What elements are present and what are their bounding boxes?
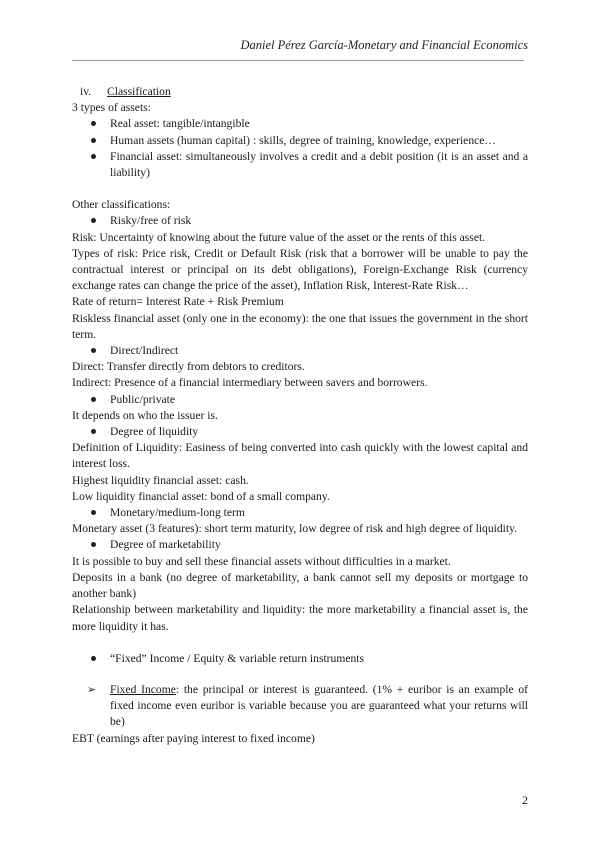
paragraph: Indirect: Presence of a financial intermediary between savers and borrowers. xyxy=(72,376,428,390)
list-item: Financial asset: simultaneously involves a credit and a debit position (it is an asset and a liability) xyxy=(72,149,528,181)
bullet-icon xyxy=(91,397,96,402)
bullet-icon xyxy=(91,656,96,661)
bullet-icon xyxy=(91,348,96,353)
header-divider xyxy=(72,60,524,61)
document-body xyxy=(72,84,528,747)
list-item: Risky/free of risk xyxy=(72,213,528,229)
paragraph: Types of risk: Price risk, Credit or Default Risk (risk that a borrower will be unable to pay the contractual interest or principal on its debt obligations), Foreign-Exchange Risk (currency exchange rates can change the price of the asset), Inflation Risk, Interest-Rate Risk… xyxy=(72,246,528,293)
arrow-bullet-icon: ➢ xyxy=(87,682,97,696)
section-title: Classification xyxy=(107,85,171,98)
bullet-icon xyxy=(91,138,96,143)
bullet-icon xyxy=(91,218,96,223)
list-item: Public/private xyxy=(72,392,528,408)
arrow-list-item: ➢ Fixed Income: the principal or interest is guaranteed. (1% + euribor is an example of fixed income even euribor is variable because you are guaranteed what your returns will be) xyxy=(87,682,528,729)
bullet-icon xyxy=(91,121,96,126)
paragraph: It depends on who the issuer is. xyxy=(72,408,218,422)
list-item: Human assets (human capital) : skills, degree of training, knowledge, experience… xyxy=(72,133,528,149)
paragraph: EBT (earnings after paying interest to fixed income) xyxy=(72,731,315,745)
page-number: 2 xyxy=(522,793,528,807)
paragraph: It is possible to buy and sell these financial assets without difficulties in a market. xyxy=(72,554,451,568)
paragraph: Direct: Transfer directly from debtors to creditors. xyxy=(72,360,305,374)
paragraph: Low liquidity financial asset: bond of a small company. xyxy=(72,489,330,503)
list-item: Degree of marketability xyxy=(72,537,528,553)
paragraph: Relationship between marketability and liquidity: the more marketability a financial asset is, the more liquidity it has. xyxy=(72,603,528,633)
asset-types-list xyxy=(72,116,528,181)
paragraph: Risk: Uncertainty of knowing about the future value of the asset or the rents of this asset. xyxy=(72,230,486,244)
paragraph: 3 types of assets: xyxy=(72,101,151,115)
list-item: Real asset: tangible/intangible xyxy=(72,116,528,132)
paragraph: Highest liquidity financial asset: cash. xyxy=(72,473,249,487)
bullet-icon xyxy=(91,429,96,434)
bullet-icon xyxy=(91,542,96,547)
paragraph: Definition of Liquidity: Easiness of being converted into cash quickly with the lowest capital and interest loss. xyxy=(72,441,528,471)
list-item: Monetary/medium-long term xyxy=(72,505,528,521)
bullet-icon xyxy=(91,154,96,159)
section-heading xyxy=(80,84,528,100)
paragraph: Rate of return= Interest Rate + Risk Premium xyxy=(72,295,284,309)
paragraph: Riskless financial asset (only one in the economy): the one that issues the government in the short term. xyxy=(72,311,528,341)
fixed-income-term: Fixed Income xyxy=(110,682,176,696)
bullet-icon xyxy=(91,510,96,515)
list-item: Degree of liquidity xyxy=(72,424,528,440)
section-numeral: iv. xyxy=(80,85,92,98)
page-header: Daniel Pérez García-Monetary and Financial Economics xyxy=(240,38,528,52)
list-item: Direct/Indirect xyxy=(72,343,528,359)
paragraph: Monetary asset (3 features): short term maturity, low degree of risk and high degree of liquidity. xyxy=(72,522,518,536)
paragraph: Deposits in a bank (no degree of marketability, a bank cannot sell my deposits or mortgage to another bank) xyxy=(72,570,528,601)
paragraph: Other classifications: xyxy=(72,198,171,212)
list-item: “Fixed” Income / Equity & variable return instruments xyxy=(72,651,528,667)
